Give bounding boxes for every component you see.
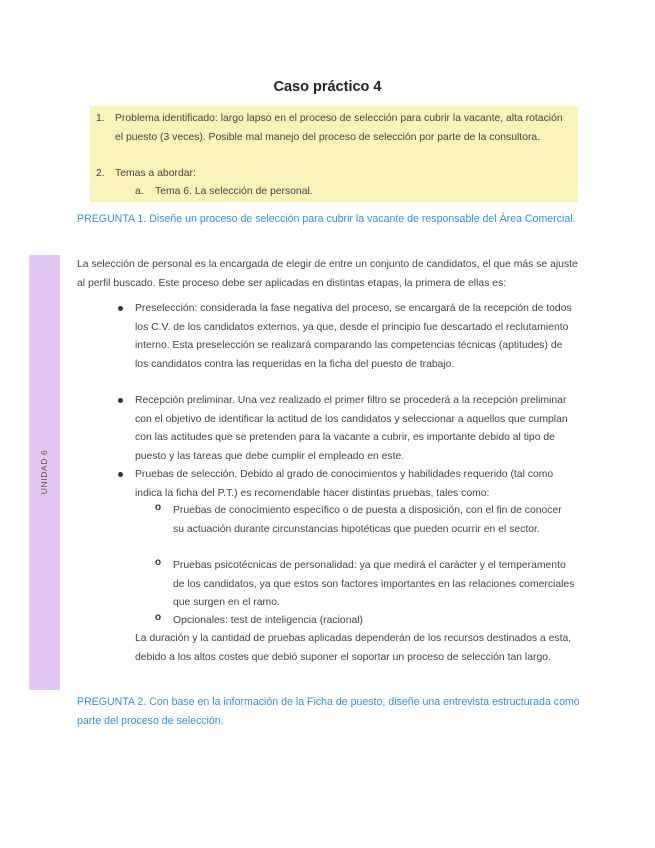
bullet-dot bbox=[118, 306, 123, 311]
summary-item-problem: Problema identificado: largo lapso en el proceso de selección para cubrir la vacante, alta rotación el puesto (3 veces). Posible mal manejo del proceso de selección por parte de la consultora. bbox=[115, 113, 563, 143]
sub-bullet-marker: o bbox=[155, 502, 162, 513]
list-letter-a: a. bbox=[135, 186, 144, 197]
bullet-preseleccion: Preselección: considerada la fase negativa del proceso, se encargará de la recepción de todos los C.V. de los candidatos externos, ya que, desde el principio fue descartado el reclutamiento interno. Esta preselección se realizará comparando las competencias técnicas (aptitudes) de los candidatos contra las requeridas en la ficha del puesto de trabajo. bbox=[135, 303, 572, 370]
sub-bullet-conocimiento: Pruebas de conocimiento específico o de puesta a disposición, con el fin de conocer su actuación durante circunstancias hipotéticas que pueden ocurrir en el sector. bbox=[173, 505, 562, 535]
intro-paragraph: La selección de personal es la encargada de elegir de entre un conjunto de candidatos, el que más se ajuste al perfil buscado. Este proceso debe ser aplicadas en distintas etapas, la primera de ellas es: bbox=[77, 259, 578, 289]
summary-subitem-topic: Tema 6. La selección de personal. bbox=[155, 186, 313, 197]
sub-bullet-marker: o bbox=[155, 612, 162, 623]
sub-bullet-psicotecnicas: Pruebas psicotécnicas de personalidad: ya que medirá el carácter y el temperamento de los candidatos, ya que estos son factores importantes en las relaciones comerciales que surgen en el ramo. bbox=[173, 560, 575, 608]
summary-item-topics: Temas a abordar: bbox=[115, 168, 196, 179]
bullet-recepcion: Recepción preliminar. Una vez realizado el primer filtro se procederá a la recepción preliminar con el objetivo de identificar la actitud de los candidatos y seleccionar a aquellos que cumplan con las actitudes que se pretenden para la vacante a cubrir, es importante debido al tipo de puesto y las tareas que debe cumplir el empleado en este. bbox=[135, 395, 568, 462]
bullet-dot bbox=[118, 472, 123, 477]
bullet-pruebas: Pruebas de selección. Debido al grado de conocimientos y habilidades requerido (tal como indica la ficha del P.T.) es recomendable hacer distintas pruebas, tales como: bbox=[135, 469, 554, 499]
closing-paragraph: La duración y la cantidad de pruebas aplicadas dependerán de los recursos destinados a esta, debido a los altos costes que debió suponer el soportar un proceso de selección tan largo. bbox=[135, 633, 572, 663]
list-number-2: 2. bbox=[96, 168, 105, 179]
list-number-1: 1. bbox=[96, 113, 105, 124]
sub-bullet-opcionales: Opcionales: test de inteligencia (racional) bbox=[173, 615, 364, 626]
question-1: PREGUNTA 1. Diseñe un proceso de selección para cubrir la vacante de responsable del Área Comercial. bbox=[77, 213, 576, 225]
page-title: Caso práctico 4 bbox=[273, 79, 382, 95]
bullet-dot bbox=[118, 398, 123, 403]
sub-bullet-marker: o bbox=[155, 557, 162, 568]
question-2: PREGUNTA 2. Con base en la información de la Ficha de puesto, diseñe una entrevista estructurada como parte del proceso de selección. bbox=[77, 696, 580, 727]
unit-label: UNIDAD 6 bbox=[39, 449, 49, 495]
